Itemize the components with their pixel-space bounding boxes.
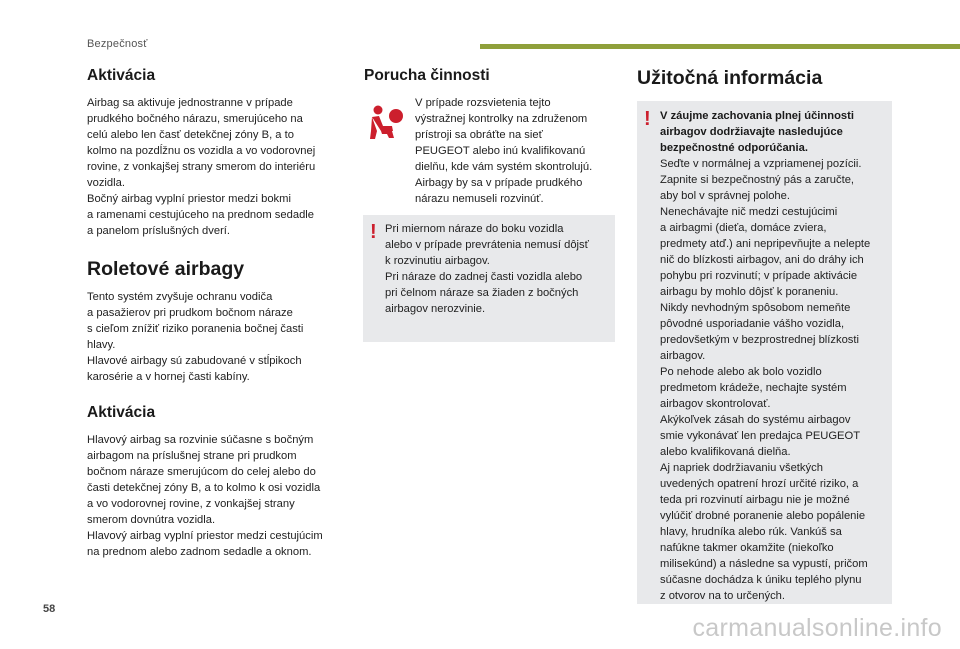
paragraph-side-airbag: Airbag sa aktivuje jednostranne v prípade prudkého bočného nárazu, smerujúceho na celú alebo len časť detekčnej zóny B, a to kolmo na pozdĺžnu os vozidla a vo vodorovnej rovine, z vonkajšej strany smerom do interiéru vozidla. Bočný airbag vyplní priestor medzi bokmi a ramenami cestujúceho na prednom sedadle a panelom príslušných dverí. [87,97,316,237]
paragraph-malfunction: V prípade rozsvietenia tejto výstražnej kontrolky na združenom prístroji sa obráťte na sieť PEUGEOT alebo inú kvalifikovanú dielňu, kde vám systém skontrolujú. Airbagy by sa v prípade prudkého nárazu nemuseli rozvinúť. [415,97,593,205]
section-label: Bezpečnosť [87,38,148,50]
airbag-warning-icon [366,104,406,142]
warning-bold-intro: V záujme zachovania plnej účinnosti airbagov dodržiavajte nasledujúce bezpečnostné odporúčania. [660,110,854,154]
warning-box-side [363,215,615,342]
warning-recommendations-text: Seďte v normálnej a vzpriamenej pozícii. Zapnite si bezpečnostný pás a zaručte, aby bol v správnej polohe. Nenechávajte nič medzi cestujúcimi a airbagmi (dieťa, domáce zviera, predmety atď.) ani nepripevňujte a nelepte nič do blízkosti airbagov, ani do dráhy ich pohybu pri rozvinutí; v prípade aktivácie airbagu by mohlo dôjsť k poraneniu. Nikdy nevhodným spôsobom nemeňte pôvodné usporiadanie vášho vozidla, predovšetkým v bezprostrednej blízkosti airbagov. Po nehode alebo ak bolo vozidlo predmetom krádeže, nechajte systém airbagov skontrolovať. Akýkoľvek zásah do systému airbagov smie vykonávať len predajca PEUGEOT alebo kvalifikovaná dielňa. Aj napriek dodržiavaniu všetkých uvedených opatrení hrozí určité riziko, a teda pri rozvinutí airbagu nie je možné vylúčiť drobné poranenie alebo popálenie hlavy, hrudníka alebo rúk. Vankúš sa nafúkne takmer okamžite (niekoľko milisekúnd) a následne sa vypustí, pričom súčasne dochádza k úniku teplého plynu z otvorov na to určených. [660,158,871,602]
heading-malfunction: Porucha činnosti [364,67,490,84]
heading-activation-side: Aktivácia [87,67,156,84]
warning-content [660,108,886,604]
warning-box-recommendations [637,101,892,604]
header-rule [480,44,960,49]
paragraph-curtain-airbags: Tento systém zvyšuje ochranu vodiča a pasažierov pri prudkom bočnom náraze s cieľom znížiť riziko poranenia bočnej časti hlavy. Hlavové airbagy sú zabudované v stĺpikoch karosérie a v hornej časti kabíny. [87,291,304,383]
page-number: 58 [43,603,56,615]
heading-curtain-airbags: Roletové airbagy [87,258,245,280]
heading-activation-curtain: Aktivácia [87,404,156,421]
warning-exclamation-icon: ! [370,221,377,243]
heading-useful-info: Užitočná informácia [637,67,823,89]
watermark: carmanualsonline.info [692,614,942,642]
paragraph-curtain-activation: Hlavový airbag sa rozvinie súčasne s bočným airbagom na príslušnej strane pri prudkom bočnom náraze smerujúcom do celej alebo do časti detekčnej zóny B, a to kolmo k osi vozidla a vo vodorovnej rovine, z vonkajšej strany smerom dovnútra vozidla. Hlavový airbag vyplní priestor medzi cestujúcim na prednom alebo zadnom sedadle a oknom. [87,434,323,558]
warning-exclamation-icon: ! [644,108,651,130]
warning-text-side: Pri miernom náraze do boku vozidla alebo v prípade prevrátenia nemusí dôjsť k rozvinutiu airbagov. Pri náraze do zadnej časti vozidla alebo pri čelnom náraze sa žiaden z bočných airbagov nerozvinie. [385,223,589,315]
